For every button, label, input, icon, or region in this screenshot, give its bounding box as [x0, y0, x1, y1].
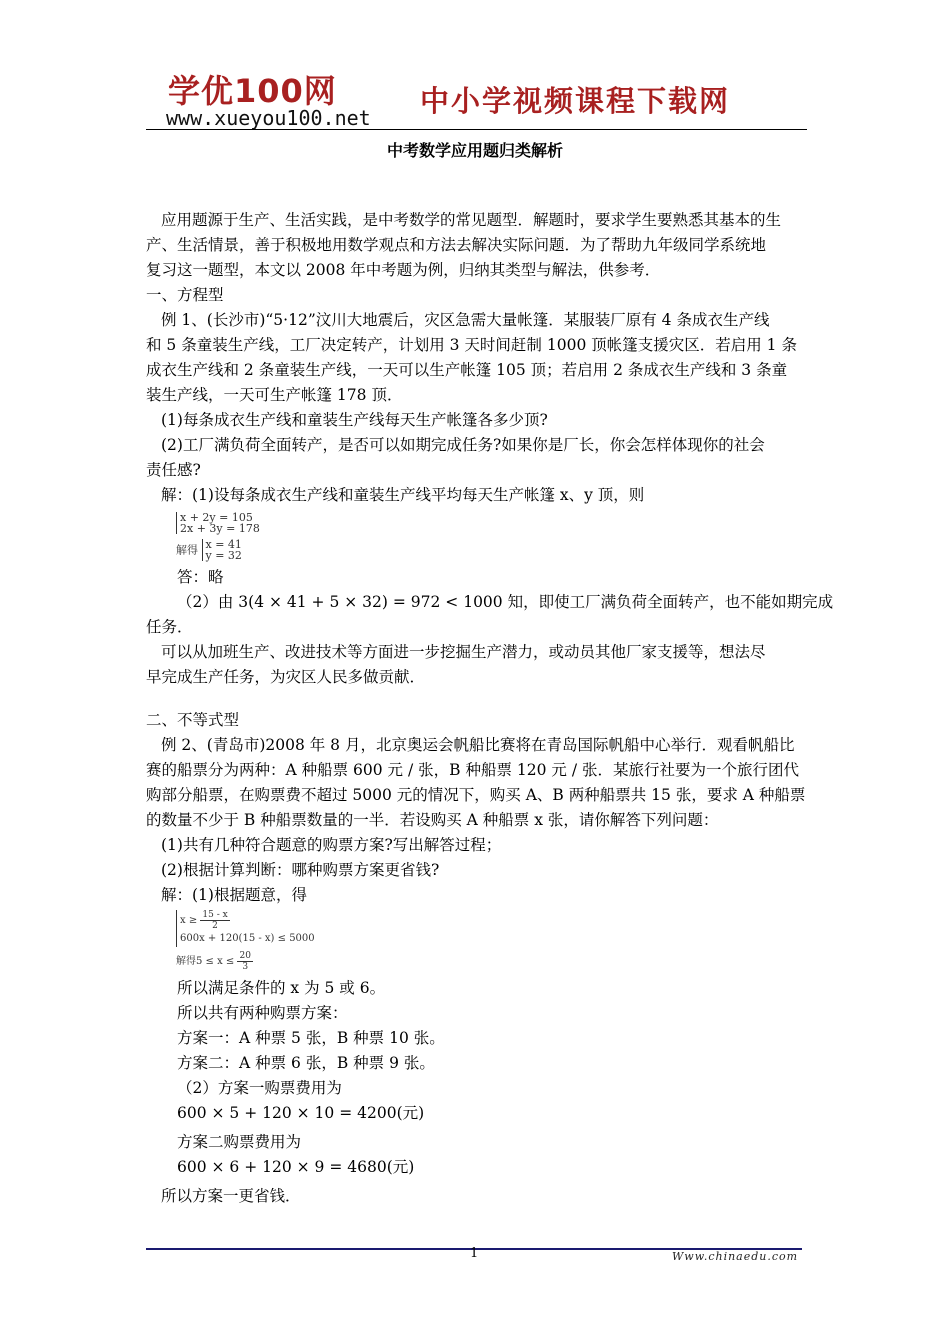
inequality-brace — [176, 910, 315, 947]
conclusion-line: 所以方案一更省钱． — [161, 1187, 301, 1205]
inequality-left: x ≥ — [180, 915, 198, 926]
site-logo-url[interactable]: www.xueyou100.net — [166, 106, 371, 130]
equation-solution — [176, 539, 810, 561]
solve-label: 解得 — [176, 543, 198, 557]
answer-line: 答：略 — [177, 568, 224, 586]
equation: x + 2y = 105 — [180, 511, 253, 524]
solution-line: （2）方案一购票费用为 — [177, 1079, 342, 1097]
page-number: 1 — [470, 1246, 479, 1261]
document-title: 中考数学应用题归类解析 — [386, 141, 563, 160]
equation: 2x + 3y = 178 — [180, 522, 260, 535]
equation: x = 41 — [205, 538, 242, 551]
intro-line: 复习这一题型，本文以 2008 年中考题为例，归纳其类型与解法，供参考． — [146, 261, 661, 279]
remark-line: 可以从加班生产、改进技术等方面进一步挖掘生产潜力，或动员其他厂家支援等，想法尽 — [161, 643, 766, 661]
intro-line: 应用题源于生产、生活实践，是中考数学的常见题型．解题时，要求学生要熟悉其基本的生 — [161, 211, 782, 229]
fraction — [237, 951, 252, 972]
remark-line: 早完成生产任务，为灾区人民多做贡献． — [146, 668, 426, 686]
solution-line: 所以共有两种购票方案： — [177, 1004, 348, 1022]
fraction — [200, 910, 229, 931]
solution-brace — [202, 539, 242, 561]
question-line: (2)工厂满负荷全面转产，是否可以如期完成任务?如果你是厂长，你会怎样体现你的社会 — [161, 436, 765, 454]
equation: y = 32 — [205, 549, 242, 562]
solution-line: 解：(1)根据题意，得 — [161, 886, 307, 904]
problem-line: 购部分船票，在购票费不超过 5000 元的情况下，购买 A、B 两种船票共 15 张，要求 A 种船票 — [146, 786, 806, 804]
solution-line: 解：(1)设每条成衣生产线和童装生产线平均每天生产帐篷 x、y 顶，则 — [161, 486, 645, 504]
problem-line: 和 5 条童装生产线，工厂决定转产，计划用 3 天时间赶制 1000 顶帐篷支援灾区．若启用 1 条 — [146, 336, 797, 354]
problem-line: 装生产线，一天可生产帐篷 178 顶． — [146, 386, 403, 404]
footer-url[interactable]: Www.chinaedu.com — [672, 1250, 799, 1263]
solution-line: （2）由 3(4 × 41 + 5 × 32) = 972 < 1000 知，即使工厂满负荷全面转产，也不能如期完成 — [177, 593, 834, 611]
header-divider — [146, 129, 807, 130]
problem-line: 成衣生产线和 2 条童装生产线，一天可以生产帐篷 105 顶；若启用 2 条成衣生产线和 3 条童 — [146, 361, 788, 379]
equation-system — [146, 508, 810, 565]
intro-line: 产、生活情景，善于积极地用数学观点和方法去解决实际问题．为了帮助九年级同学系统地 — [146, 236, 767, 254]
solution-line: 方案二：A 种票 6 张，B 种票 9 张。 — [177, 1054, 435, 1072]
fraction-denominator: 2 — [212, 921, 218, 931]
problem-line: 例 2、(青岛市)2008 年 8 月，北京奥运会帆船比赛将在青岛国际帆船中心举行．观看帆船比 — [161, 736, 795, 754]
section-heading: 二、不等式型 — [146, 711, 240, 729]
site-logo-text: 学优100网 — [168, 72, 337, 110]
inequality — [180, 910, 315, 931]
solution-line: 任务． — [146, 618, 193, 636]
problem-line: 赛的船票分为两种：A 种船票 600 元 / 张，B 种船票 120 元 / 张．某旅行社要为一个旅行团代 — [146, 761, 799, 779]
solution-line: 方案二购票费用为 — [177, 1133, 302, 1151]
question-line: 责任感? — [146, 461, 201, 479]
fraction-denominator: 3 — [242, 962, 249, 972]
section-heading: 一、方程型 — [146, 286, 224, 304]
inequality-system — [146, 908, 810, 976]
fraction-numerator: 15 - x — [202, 910, 228, 920]
header-banner: 中小学视频课程下载网 — [420, 84, 731, 118]
inequality: 600x + 120(15 - x) ≤ 5000 — [180, 933, 315, 944]
fraction-numerator: 20 — [239, 951, 251, 961]
equation-brace — [176, 512, 260, 534]
inequality-solve-left: 解得5 ≤ x ≤ — [176, 956, 235, 967]
solution-line: 方案一：A 种票 5 张，B 种票 10 张。 — [177, 1029, 445, 1047]
question-line: (1)共有几种符合题意的购票方案?写出解答过程； — [161, 836, 502, 854]
document-body — [146, 208, 834, 1209]
cost-formula: 600 × 6 + 120 × 9 = 4680(元) — [177, 1158, 415, 1176]
cost-formula: 600 × 5 + 120 × 10 = 4200(元) — [177, 1104, 425, 1122]
problem-line: 例 1、(长沙市)“5·12”汶川大地震后，灾区急需大量帐篷．某服装厂原有 4 条成衣生产线 — [161, 311, 770, 329]
problem-line: 的数量不少于 B 种船票数量的一半．若设购买 A 种船票 x 张，请你解答下列问题： — [146, 811, 719, 829]
inequality-solution — [176, 951, 810, 972]
question-line: (1)每条成衣生产线和童装生产线每天生产帐篷各多少顶? — [161, 411, 548, 429]
question-line: (2)根据计算判断：哪种购票方案更省钱? — [161, 861, 440, 879]
solution-line: 所以满足条件的 x 为 5 或 6。 — [177, 979, 386, 997]
